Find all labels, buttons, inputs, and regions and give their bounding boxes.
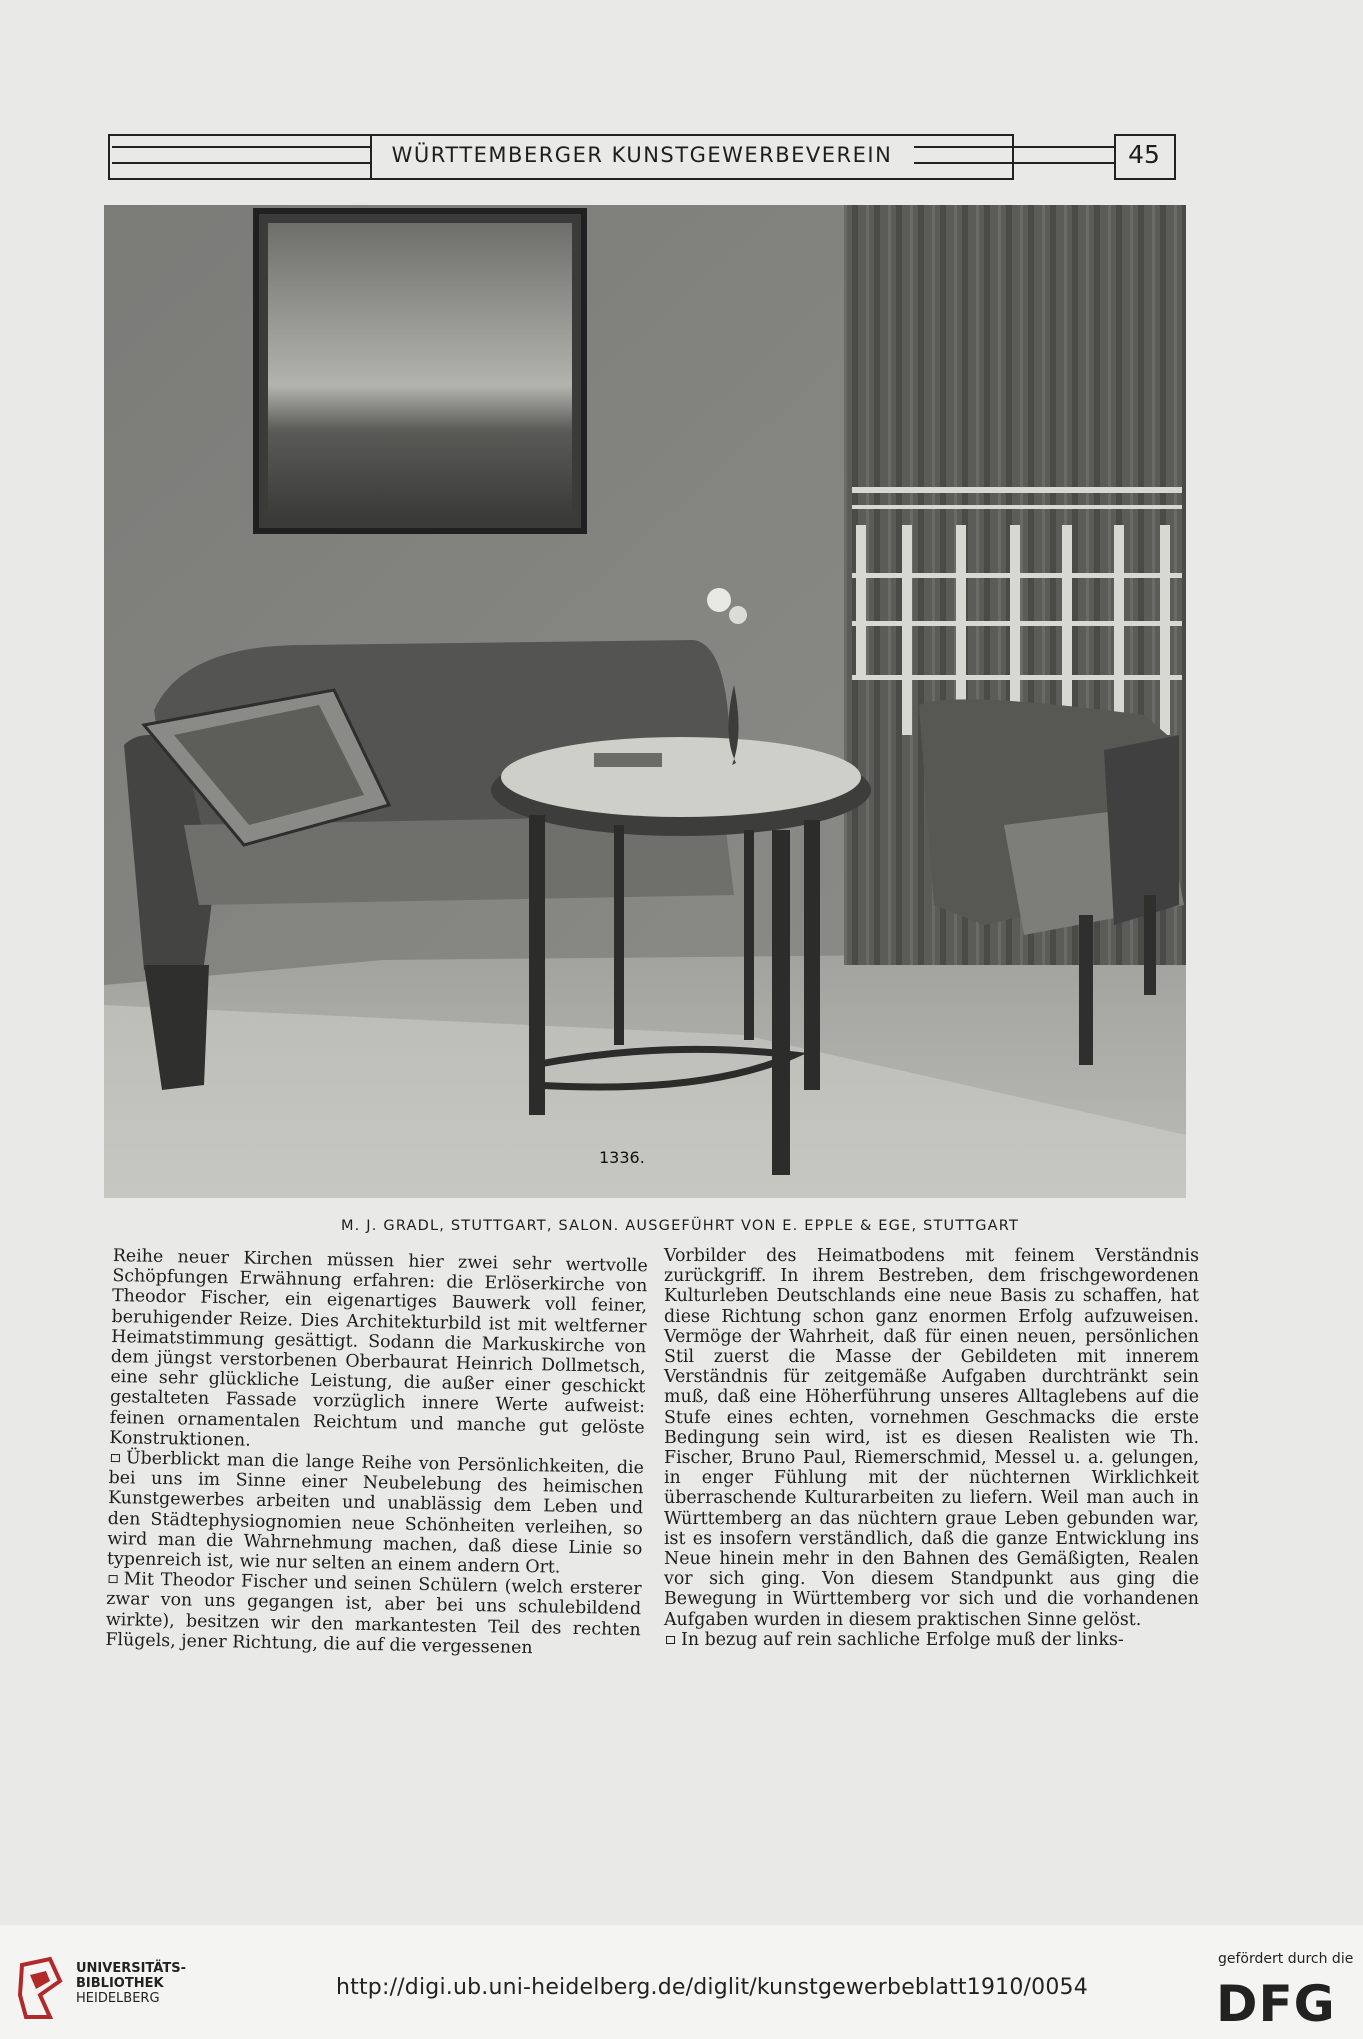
university-library-name <box>76 1961 186 2006</box>
armchair-leg <box>1144 895 1156 995</box>
flower <box>729 606 747 624</box>
library-name-line: HEIDELBERG <box>76 1991 160 2006</box>
funding-label: gefördert durch die <box>1218 1951 1354 1967</box>
library-name-line: UNIVERSITÄTS- <box>76 1961 186 1976</box>
paragraph: Überblickt man die lange Reihe von Persönlichkeiten, die bei uns im Sinne einer Neubelebung des heimischen Kunstgewerbes arbeiten und unablässig dem Leben und den Städtephysiognomien neue Schönheiten verleihen, so wird man die Wahrnehmung machen, daß diese Linie so typenreich ist, wie nur selten an einem andern Ort. <box>106 1448 645 1578</box>
armchair-leg <box>1079 915 1093 1065</box>
header-left-rule <box>112 162 370 164</box>
paragraph: In bezug auf rein sachliche Erfolge muß der links- <box>664 1630 1199 1650</box>
book <box>594 753 662 767</box>
digital-copy-link[interactable]: http://digi.ub.uni-heidelberg.de/diglit/kunstgewerbeblatt1910/0054 <box>336 1975 1088 2000</box>
journal-title: WÜRTTEMBERGER KUNSTGEWERBEVEREIN <box>391 143 893 167</box>
paragraph: Vorbilder des Heimatbodens mit feinem Verständnis zurückgriff. In ihrem Bestreben, dem frischgewordenen Kulturleben Deutschlands eine neue Basis zu schaffen, hat diese Richtung schon ganz enormen Erfolg aufzuweisen. Vermöge der Wahrheit, daß für einen neuen, persönlichen Stil zuerst die Masse der Gebildeten mit innerem Verständnis für zeitgemäße Aufgaben durchtränkt sein muß, daß eine Höherführung unseres Alltaglebens auf die Stufe eines echten, vornehmen Geschmacks die erste Bedingung sein wird, ist es diesen Realisten wie Th. Fischer, Bruno Paul, Riemerschmid, Messel u. a. gelungen, in enger Fühlung mit der nüchternen Wirklichkeit überraschende Kulturarbeiten zu liefern. Weil man auch in Württemberg an das nüchtern graue Leben gebunden war, ist es insofern verständlich, daß die ganze Entwicklung ins Neue hinein mehr in den Bahnen des Gemäßigten, Realen vor sich ging. Von diesem Standpunkt aus ging die Bewegung in Württemberg vor sich und die vorhandenen Aufgaben wurden in diesem praktischen Sinne gelöst. <box>664 1246 1199 1630</box>
figure-caption: M. J. GRADL, STUTTGART, SALON. AUSGEFÜHRT VON E. EPPLE & EGE, STUTTGART <box>340 1218 1020 1234</box>
header-right-rule <box>914 146 1114 148</box>
article-column-left <box>105 1246 648 1660</box>
article-column-right <box>664 1246 1199 1650</box>
salon-illustration <box>104 205 1186 1198</box>
paragraph-mark <box>111 1454 120 1462</box>
header-left-rule <box>112 146 370 148</box>
paragraph: Mit Theodor Fischer und seinen Schülern (welch ersterer zwar von uns gegangen ist, aber bei uns schulebildend wirkte), besitzen wir den markantesten Teil des rechten Flügels, jener Richtung, die auf die vergessenen <box>105 1569 642 1658</box>
salon-photograph <box>104 205 1186 1198</box>
armchair-arm <box>1104 735 1179 925</box>
table-top <box>501 737 861 817</box>
landscape-painting <box>268 223 572 519</box>
plate-number: 1336. <box>599 1148 645 1167</box>
page-number: 45 <box>1128 140 1160 169</box>
paragraph: Reihe neuer Kirchen müssen hier zwei sehr wertvolle Schöpfungen Erwähnung erfahren: die Erlöserkirche von Theodor Fischer, ein eigenartiges Bauwerk voll feiner, beruhigender Reize. Dies Architekturbild ist mit weltferner Heimatstimmung gesättigt. Sodann die Markuskirche von dem jüngst verstorbenen Oberbaurat Heinrich Dollmetsch, eine sehr glückliche Leistung, die außer einer geschickt gestalteten Fassade vorzüglich innere Werte aufweist: feinen ornamentalen Reichtum und manche gut gelöste Konstruktionen. <box>109 1246 648 1451</box>
dfg-logo: DFG <box>1216 1975 1336 2033</box>
running-header <box>108 134 1178 178</box>
header-right-rule <box>914 162 1114 164</box>
digitization-footer <box>0 1925 1363 2039</box>
university-library-logo <box>16 1955 66 2021</box>
flower <box>707 588 731 612</box>
library-name-line: BIBLIOTHEK <box>76 1976 164 1991</box>
paragraph-mark <box>666 1636 675 1644</box>
paragraph-mark <box>109 1575 118 1583</box>
header-left-frame <box>108 134 372 180</box>
